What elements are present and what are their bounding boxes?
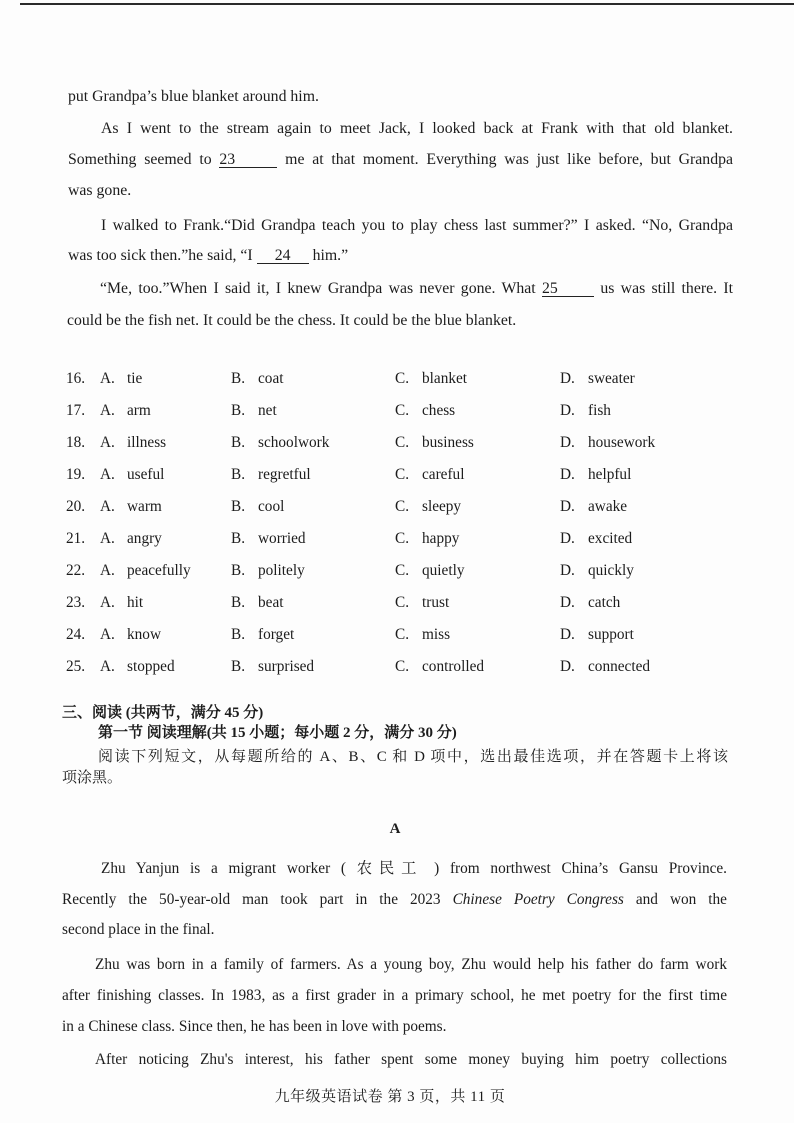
option-d-letter: D. (560, 626, 575, 643)
passage-line (62, 1017, 446, 1037)
option-c-letter: C. (395, 594, 410, 611)
question-row (0, 561, 794, 581)
option-c-text: trust (422, 594, 450, 611)
option-b-letter: B. (231, 626, 246, 643)
question-number: 25. (66, 658, 86, 675)
option-c-text: sleepy (422, 498, 462, 515)
option-b-text: worried (258, 530, 306, 547)
section-instruction: 项涂黑。 (62, 770, 123, 786)
cloze-text: Something seemed to (68, 151, 212, 168)
option-d-letter: D. (560, 498, 575, 515)
option-d-letter: D. (560, 370, 575, 387)
option-d-text: connected (588, 658, 651, 675)
option-a-text: illness (127, 434, 167, 451)
option-a-letter: A. (100, 466, 115, 483)
page-top-edge (20, 3, 794, 5)
question-number: 16. (66, 370, 86, 387)
page-footer: 九年级英语试卷 第 3 页，共 11 页 (274, 1089, 506, 1105)
cloze-text: As I went to the stream again to meet Jack, I looked back at Frank with that old blanket. (101, 120, 733, 137)
cloze-line (67, 311, 516, 331)
option-a-letter: A. (100, 434, 115, 451)
option-a-text: useful (127, 466, 165, 483)
option-c-text: miss (422, 626, 451, 643)
option-d-text: housework (588, 434, 656, 451)
option-b-letter: B. (231, 530, 246, 547)
blank-23: 23 (219, 152, 277, 168)
cloze-text: put Grandpa’s blue blanket around him. (68, 88, 319, 105)
option-a-text: angry (127, 530, 162, 547)
blank-25: 25 (542, 281, 594, 297)
question-number: 20. (66, 498, 86, 515)
cloze-line (101, 216, 733, 236)
section-instruction: 阅读下列短文，从每题所给的 A、B、C 和 D 项中，选出最佳选项，并在答题卡上将该 (98, 749, 728, 765)
cloze-line (68, 87, 319, 107)
passage-line (62, 986, 727, 1006)
option-a-letter: A. (100, 562, 115, 579)
passage-text: After noticing Zhu's interest, his father spent some money buying him poetry collections (95, 1051, 727, 1068)
passage-label: A (389, 821, 401, 837)
option-c-letter: C. (395, 626, 410, 643)
passage-text: second place in the final. (62, 921, 215, 938)
option-b-text: coat (258, 370, 284, 387)
option-d-text: quickly (588, 562, 634, 579)
question-number: 19. (66, 466, 86, 483)
option-b-text: forget (258, 626, 295, 643)
option-d-letter: D. (560, 594, 575, 611)
question-row (0, 401, 794, 421)
option-b-text: schoolwork (258, 434, 330, 451)
option-a-letter: A. (100, 402, 115, 419)
option-a-letter: A. (100, 658, 115, 675)
option-c-text: business (422, 434, 474, 451)
option-b-letter: B. (231, 594, 246, 611)
option-a-letter: A. (100, 626, 115, 643)
option-d-text: excited (588, 530, 633, 547)
question-row (0, 369, 794, 389)
question-number: 21. (66, 530, 86, 547)
option-a-text: arm (127, 402, 151, 419)
option-d-text: awake (588, 498, 628, 515)
question-row (0, 433, 794, 453)
option-d-letter: D. (560, 658, 575, 675)
passage-text: after finishing classes. In 1983, as a first grader in a primary school, he met poetry for the first time (62, 987, 727, 1004)
section-subtitle: 第一节 阅读理解(共 15 小题；每小题 2 分，满分 30 分) (98, 725, 457, 741)
option-c-text: happy (422, 530, 460, 547)
option-c-letter: C. (395, 370, 410, 387)
option-b-text: beat (258, 594, 284, 611)
passage-line (62, 890, 727, 910)
question-row (0, 497, 794, 517)
option-b-letter: B. (231, 402, 246, 419)
option-b-text: regretful (258, 466, 311, 483)
question-number: 17. (66, 402, 86, 419)
cloze-line (68, 181, 131, 201)
option-c-text: careful (422, 466, 465, 483)
question-number: 18. (66, 434, 86, 451)
option-a-text: tie (127, 370, 143, 387)
question-row (0, 625, 794, 645)
option-a-text: know (127, 626, 161, 643)
cloze-line (68, 150, 733, 170)
question-number: 23. (66, 594, 86, 611)
option-c-text: chess (422, 402, 456, 419)
option-d-text: fish (588, 402, 611, 419)
event-title: Chinese Poetry Congress (452, 891, 624, 908)
cloze-text: him.” (312, 247, 349, 264)
cloze-line (68, 246, 348, 266)
option-a-letter: A. (100, 530, 115, 547)
option-b-letter: B. (231, 434, 246, 451)
option-c-letter: C. (395, 402, 410, 419)
cloze-text: could be the fish net. It could be the chess. It could be the blue blanket. (67, 312, 517, 329)
option-c-letter: C. (395, 530, 410, 547)
option-c-letter: C. (395, 466, 410, 483)
option-a-letter: A. (100, 498, 115, 515)
cloze-line (100, 279, 733, 299)
question-number: 22. (66, 562, 86, 579)
passage-text: Recently the 50-year-old man took part in the 2023 (62, 891, 441, 908)
passage-text: Zhu Yanjun is a migrant worker ( 农民工 ) from northwest China’s Gansu Province. (101, 860, 727, 877)
option-c-letter: C. (395, 562, 410, 579)
option-b-letter: B. (231, 498, 246, 515)
passage-text: in a Chinese class. Since then, he has been in love with poems. (62, 1018, 447, 1035)
cloze-text: “Me, too.”When I said it, I knew Grandpa was never gone. What (100, 280, 536, 297)
option-b-letter: B. (231, 658, 246, 675)
cloze-text: us was still there. It (600, 280, 734, 297)
option-d-letter: D. (560, 562, 575, 579)
option-c-letter: C. (395, 658, 410, 675)
option-d-letter: D. (560, 466, 575, 483)
option-d-text: helpful (588, 466, 632, 483)
option-a-text: peacefully (127, 562, 191, 579)
passage-text: and won the (635, 891, 727, 908)
passage-line (95, 1050, 727, 1070)
option-d-text: sweater (588, 370, 635, 387)
option-c-text: quietly (422, 562, 465, 579)
cloze-text: I walked to Frank.“Did Grandpa teach you to play chess last summer?” I asked. “No, Grandpa (101, 217, 733, 234)
option-d-letter: D. (560, 402, 575, 419)
option-c-text: blanket (422, 370, 468, 387)
passage-line (62, 920, 214, 940)
option-d-letter: D. (560, 434, 575, 451)
option-b-letter: B. (231, 466, 246, 483)
question-row (0, 657, 794, 677)
option-c-letter: C. (395, 498, 410, 515)
blank-24: 24 (257, 248, 309, 264)
option-b-letter: B. (231, 370, 246, 387)
passage-text: Zhu was born in a family of farmers. As a young boy, Zhu would help his father do farm work (95, 956, 727, 973)
passage-line (95, 955, 727, 975)
question-number: 24. (66, 626, 86, 643)
option-b-text: politely (258, 562, 305, 579)
option-a-text: hit (127, 594, 144, 611)
cloze-text: was gone. (68, 182, 132, 199)
cloze-text: was too sick then.”he said, “I (68, 247, 253, 264)
option-b-text: net (258, 402, 277, 419)
option-b-letter: B. (231, 562, 246, 579)
section-title: 三、阅读 (共两节，满分 45 分) (62, 705, 264, 721)
cloze-text: me at that moment. Everything was just like before, but Grandpa (285, 151, 734, 168)
cloze-line (101, 119, 733, 139)
option-d-letter: D. (560, 530, 575, 547)
question-row (0, 465, 794, 485)
option-c-letter: C. (395, 434, 410, 451)
question-row (0, 593, 794, 613)
option-a-text: stopped (127, 658, 175, 675)
option-a-letter: A. (100, 594, 115, 611)
option-a-text: warm (127, 498, 162, 515)
option-c-text: controlled (422, 658, 485, 675)
option-b-text: surprised (258, 658, 315, 675)
option-d-text: catch (588, 594, 621, 611)
option-d-text: support (588, 626, 634, 643)
option-b-text: cool (258, 498, 285, 515)
passage-line (101, 859, 727, 879)
option-a-letter: A. (100, 370, 115, 387)
question-row (0, 529, 794, 549)
